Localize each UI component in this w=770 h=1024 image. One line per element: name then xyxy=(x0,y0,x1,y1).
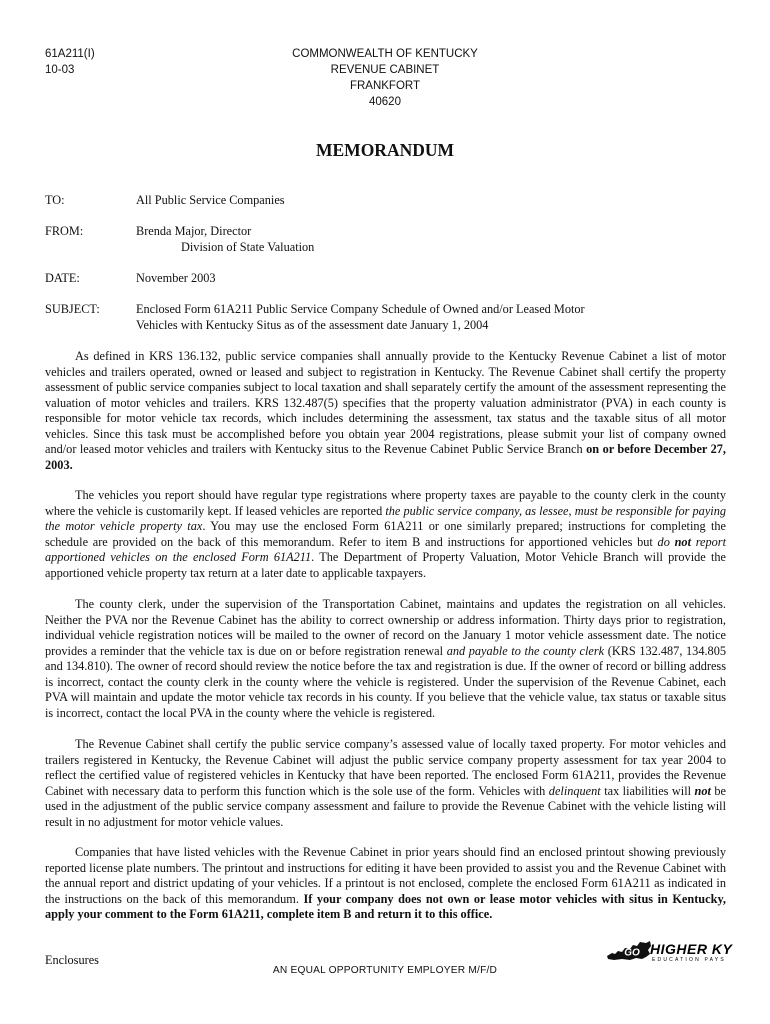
to-label: TO: xyxy=(45,193,65,207)
letterhead-line-3: FRANKFORT xyxy=(349,80,421,92)
letterhead-line-2: REVENUE CABINET xyxy=(330,64,440,76)
form-revision-date: 10-03 xyxy=(45,64,75,76)
footer-eoe: AN EQUAL OPPORTUNITY EMPLOYER M/F/D xyxy=(272,965,498,976)
from-name: Brenda Major, Director xyxy=(136,224,252,238)
to-value: All Public Service Companies xyxy=(136,193,285,207)
document-title: MEMORANDUM xyxy=(315,140,455,160)
letterhead-line-4: 40620 xyxy=(369,96,401,108)
paragraph-3: The county clerk, under the supervision of the Transportation Cabinet, maintains and updates the registration on all vehicles. Neither the PVA nor the Revenue Cabinet has the ability to correct ownership or address information. Thirty days prior to registration, individual vehicle registration notices will be mailed to the owner of record on the January 1 motor vehicle assessment date. The notice provides a reminder that the vehicle tax is due on or before registration renewal and payable to the county clerk (KRS 132.487, 134.805 and 134.810). The owner of record should review the notice before the tax and registration is due. If the owner of record or billing address is incorrect, contact the county clerk in the county where the vehicle is registered. Under the supervision of the Revenue Cabinet, each PVA will maintain and update the motor vehicle tax records in his county. If you believe that the vehicle value, tax status or taxable situs is incorrect, contact the local PVA in the county where the vehicle is registered. xyxy=(45,597,726,720)
letterhead xyxy=(240,46,530,110)
logo-subtext: EDUCATION PAYS xyxy=(652,957,726,963)
no-vehicles-instruction: If your company does not own or lease motor vehicles with situs in Kentucky, apply your comment to the Form 61A211, complete item B and return it to this office. xyxy=(45,891,726,922)
form-identifier xyxy=(45,46,95,78)
kentucky-go-logo-icon xyxy=(606,940,652,962)
subject-value xyxy=(136,302,585,333)
from-division: Division of State Valuation xyxy=(181,239,315,254)
subject-line-1: Enclosed Form 61A211 Public Service Company Schedule of Owned and/or Leased Motor xyxy=(136,302,585,316)
subject-line-2: Vehicles with Kentucky Situs as of the assessment date January 1, 2004 xyxy=(136,317,489,332)
date-label: DATE: xyxy=(45,271,80,285)
svg-text:GO: GO xyxy=(624,947,640,959)
logo-text: HIGHER KY xyxy=(650,941,733,957)
paragraph-4: The Revenue Cabinet shall certify the public service company’s assessed value of locally taxed property. For motor vehicles and trailers registered in Kentucky, the Revenue Cabinet will adjust the public service company property assessment for tax year 2004 to reflect the certified value of registered vehicles in Kentucky that have been reported. The enclosed Form 61A211, provides the Revenue Cabinet with necessary data to perform this function which is the sole use of the form. Vehicles with delinquent tax liabilities will not be used in the adjustment of the public service company assessment and failure to provide the Revenue Cabinet with the vehicle listing will result in no adjustment for motor vehicle values. xyxy=(45,737,727,829)
form-number: 61A211(I) xyxy=(45,48,95,60)
paragraph-5: Companies that have listed vehicles with the Revenue Cabinet in prior years should find an enclosed printout showing previously reported license plate numbers. The printout and instructions for editing it have been provided to assist you and the Revenue Cabinet with the annual report and district updating of your vehicles. If a printout is not enclosed, complete the enclosed Form 61A211 as indicated in the instructions on the back of this memorandum. If your company does not own or lease motor vehicles with situs in Kentucky, apply your comment to the Form 61A211, complete item B and return it to this office. xyxy=(45,845,726,922)
paragraph-2: The vehicles you report should have regular type registrations where property taxes are payable to the county clerk in the county where the vehicle is customarily kept. If leased vehicles are reported the public service company, as lessee, must be responsible for paying the motor vehicle property tax. You may use the enclosed Form 61A211 or one similarly prepared; instructions for completing the schedule are provided on the back of this memorandum. Refer to item B and instructions for apportioned vehicles but do not report apportioned vehicles on the enclosed Form 61A211. The Department of Property Valuation, Motor Vehicle Branch will provide the apportioned vehicle property tax return at a later date to applicable taxpayers. xyxy=(45,488,726,580)
paragraph-1: As defined in KRS 136.132, public service companies shall annually provide to the Kentucky Revenue Cabinet a list of motor vehicles and trailers operated, owned or leased and subject to registration in Kentucky. The Revenue Cabinet shall certify the property assessment of public service companies subject to local taxation and shall separately certify the amount of the assessment representing the valuation of motor vehicles and trailers. KRS 132.487(5) specifies that the property valuation administrator (PVA) in each county is responsible for motor vehicle tax records, which includes determining the assessment, tax status and the taxable situs of all motor vehicles. Since this task must be accomplished before you obtain year 2004 registrations, please submit your list of company owned and/or leased motor vehicles and trailers with Kentucky situs to the Revenue Cabinet Public Service Branch on or before December 27, 2003. xyxy=(45,349,726,472)
from-value xyxy=(136,224,314,255)
subject-label: SUBJECT: xyxy=(45,302,100,316)
date-value: November 2003 xyxy=(136,271,216,285)
go-higher-ky-logo xyxy=(606,938,733,968)
letterhead-line-1: COMMONWEALTH OF KENTUCKY xyxy=(292,48,478,60)
deadline-text: on or before December 27, 2003. xyxy=(45,442,726,472)
from-label: FROM: xyxy=(45,224,84,238)
enclosures-note: Enclosures xyxy=(45,953,99,967)
